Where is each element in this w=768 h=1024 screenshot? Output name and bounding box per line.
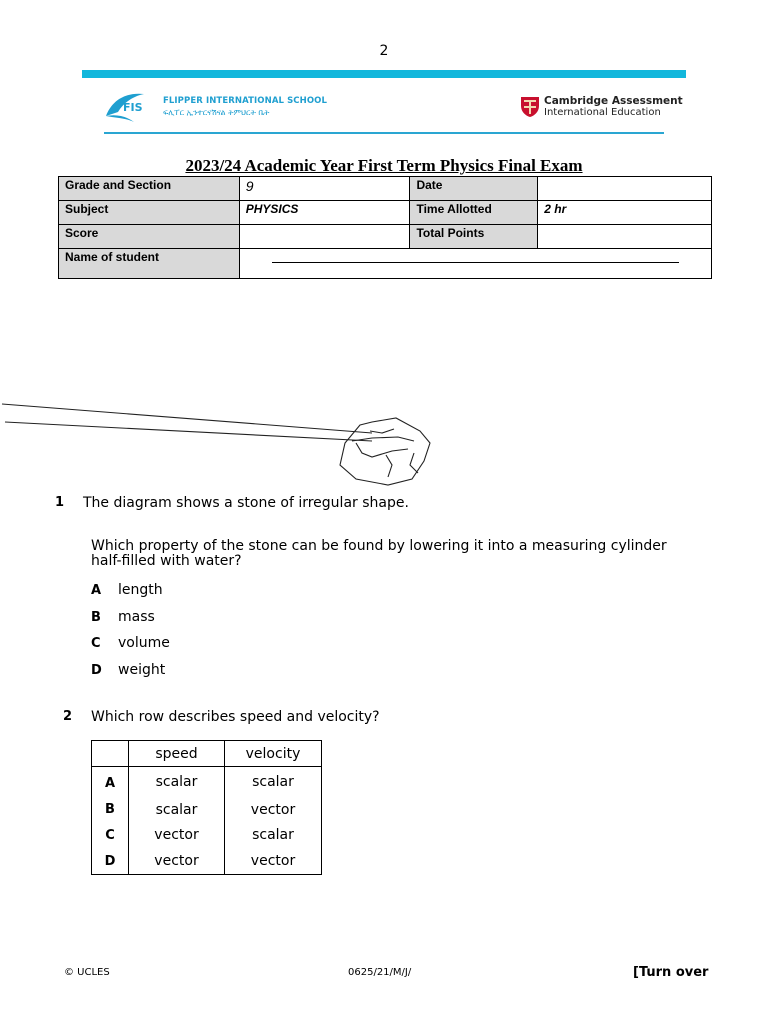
exam-title: 2023/24 Academic Year First Term Physics Final Exam (185, 156, 583, 175)
info-row (59, 201, 712, 225)
column-header-velocity: velocity (225, 741, 322, 767)
fis-logo-icon (104, 86, 152, 126)
question-2-number: 2 (63, 709, 73, 724)
question-1-stem: The diagram shows a stone of irregular shape. (83, 495, 409, 511)
speed-velocity-table (91, 740, 322, 875)
stone-on-thread-diagram (0, 395, 440, 495)
total-points-value[interactable] (538, 225, 712, 249)
student-info-table (58, 176, 712, 279)
header-accent-bar (82, 70, 686, 78)
column-header-speed: speed (129, 741, 225, 767)
option-d-letter: D (91, 663, 102, 678)
question-1-number: 1 (55, 495, 65, 510)
table-row[interactable] (92, 822, 322, 848)
info-row (59, 177, 712, 201)
student-name-line (272, 262, 679, 263)
row-letter: A (92, 767, 129, 798)
subject-value[interactable]: PHYSICS (239, 201, 410, 225)
table-row[interactable] (92, 797, 322, 822)
table-row[interactable] (92, 848, 322, 875)
option-a-letter: A (91, 583, 102, 598)
stone-outline (340, 418, 430, 485)
grade-label: Grade and Section (59, 177, 240, 201)
page-number: 2 (379, 43, 389, 59)
row-letter: C (92, 822, 129, 848)
header-underline (104, 132, 664, 134)
option-c-text[interactable]: volume (118, 635, 170, 651)
subject-label: Subject (59, 201, 240, 225)
row-speed: scalar (129, 767, 225, 798)
option-a-text[interactable]: length (118, 582, 163, 598)
date-value[interactable] (538, 177, 712, 201)
question-2-stem: Which row describes speed and velocity? (91, 709, 380, 725)
score-value[interactable] (239, 225, 410, 249)
table-corner-cell (92, 741, 129, 767)
footer-code: 0625/21/M/J/ (348, 967, 412, 978)
table-header-row (92, 741, 322, 767)
table-row[interactable] (92, 767, 322, 798)
board-subname: International Education (544, 107, 661, 118)
board-name: Cambridge Assessment (544, 95, 683, 107)
question-1-prompt-line-2: half-filled with water? (91, 553, 242, 569)
footer-copyright: © UCLES (64, 967, 110, 978)
row-velocity: scalar (225, 822, 322, 848)
option-d-text[interactable]: weight (118, 662, 166, 678)
row-speed: scalar (129, 797, 225, 822)
info-row (59, 225, 712, 249)
option-c-letter: C (91, 636, 101, 651)
row-speed: vector (129, 848, 225, 875)
option-b-text[interactable]: mass (118, 609, 155, 625)
row-letter: B (92, 797, 129, 822)
fis-logo-text: FIS (123, 101, 143, 114)
question-1-prompt-line-1: Which property of the stone can be found by lowering it into a measuring cylinder (91, 538, 667, 554)
info-row (59, 249, 712, 279)
row-speed: vector (129, 822, 225, 848)
time-label: Time Allotted (410, 201, 538, 225)
total-points-label: Total Points (410, 225, 538, 249)
row-velocity: vector (225, 848, 322, 875)
school-name: FLIPPER INTERNATIONAL SCHOOL (163, 96, 328, 106)
row-velocity: scalar (225, 767, 322, 798)
student-name-label: Name of student (59, 249, 240, 279)
cambridge-shield-icon (520, 96, 540, 118)
time-value[interactable]: 2 hr (538, 201, 712, 225)
school-name-amharic: ፍሊፐር ኢንተርናሽናል ትምህርት ቤት (163, 108, 270, 117)
row-velocity: vector (225, 797, 322, 822)
turn-over-label: [Turn over (633, 965, 709, 980)
score-label: Score (59, 225, 240, 249)
option-b-letter: B (91, 610, 101, 625)
row-letter: D (92, 848, 129, 875)
student-name-field[interactable] (239, 249, 711, 279)
date-label: Date (410, 177, 538, 201)
grade-value[interactable]: 9 (239, 177, 410, 201)
